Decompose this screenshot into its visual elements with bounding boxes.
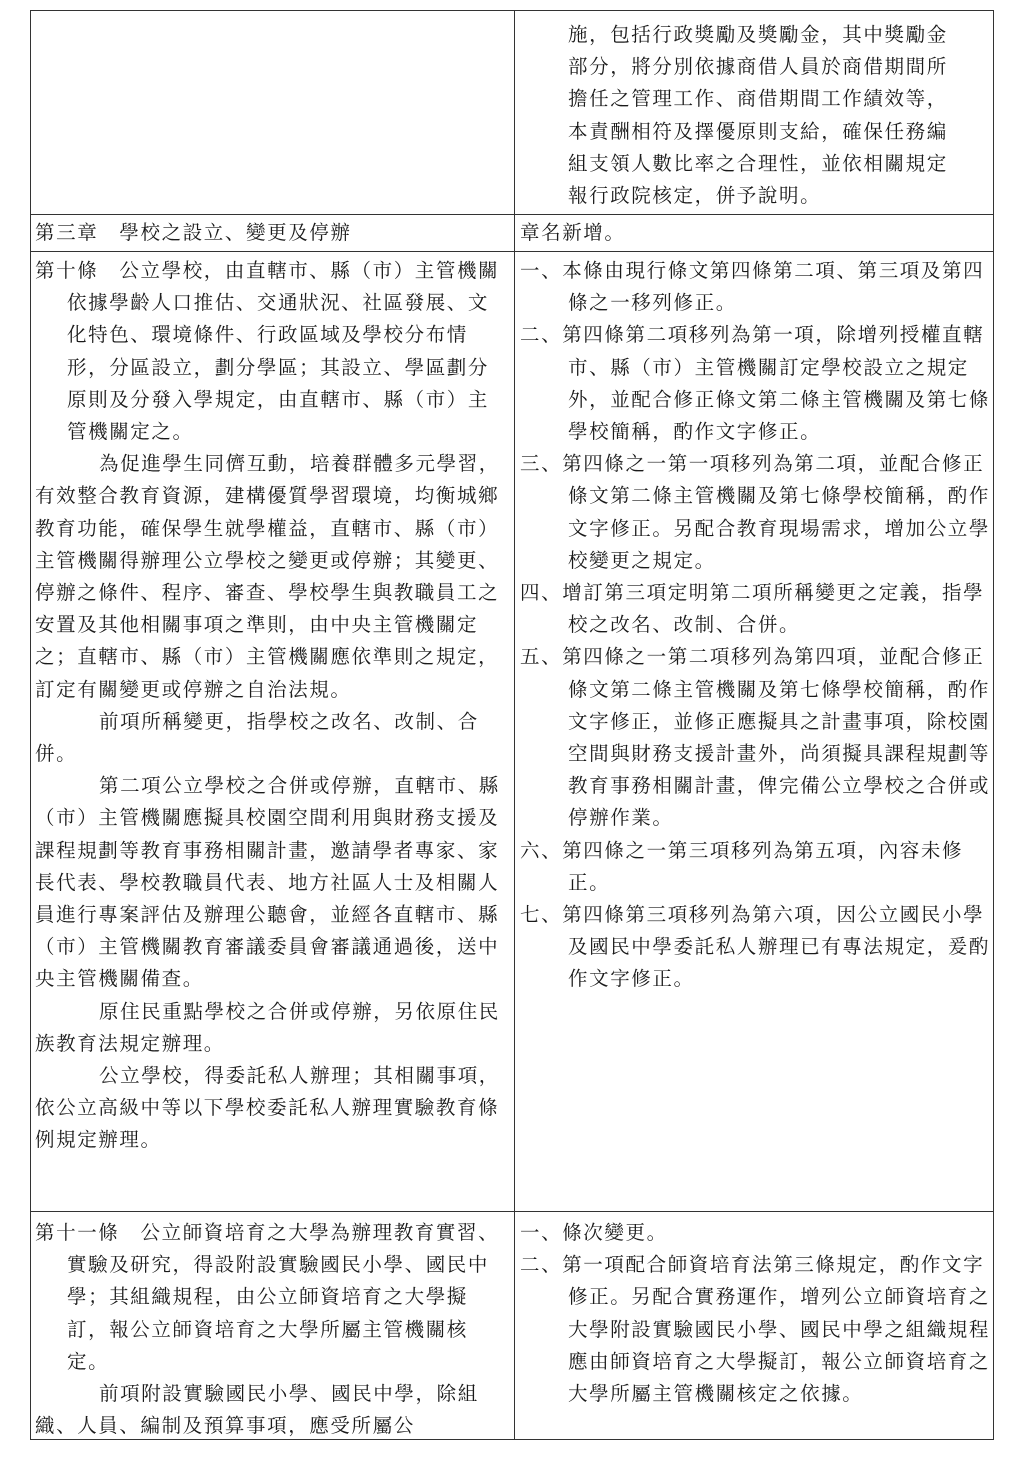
article-10-text — [35, 255, 509, 1157]
explanation-item: 七、第四條第三項移列為第六項，因公立國民小學及國民中學委託私人辦理已有專法規定，爰酌作文字修正。 — [520, 903, 991, 991]
text-line: 施，包括行政獎勵及獎勵金，其中獎勵金 — [568, 23, 948, 46]
explanation-item: 二、第一項配合師資培育法第三條規定，酌作文字修正。另配合實務運作，增列公立師資培育之大學附設實驗國民小學、國民中學之組織規程應由師資培育之大學擬訂，報公立師資培育之大學所屬主管機關核定之依據。 — [520, 1253, 991, 1406]
article-paragraph: 第十條 公立學校，由直轄市、縣（市）主管機關依據學齡人口推估、交通狀況、社區發展、文化特色、環境條件、行政區域及學校分布情形，分區設立，劃分學區；其設立、學區劃分原則及分發入學規定，由直轄市、縣（市）主管機關定之。 — [35, 259, 500, 444]
article-paragraph: 前項所稱變更，指學校之改名、改制、合併。 — [35, 709, 479, 766]
article-10-explanation — [520, 255, 990, 996]
column-divider — [514, 11, 515, 1439]
comparison-table — [30, 10, 994, 1440]
article-paragraph: 前項附設實驗國民小學、國民中學，除組織、人員、編制及預算事項，應受所屬公 — [35, 1382, 479, 1438]
text-line: 組支領人數比率之合理性，並依相關規定 — [568, 151, 948, 175]
chapter-heading: 第三章 學校之設立、變更及停辦 — [35, 221, 352, 244]
article-paragraph: 公立學校，得委託私人辦理；其相關事項，依公立高級中等以下學校委託私人辦理實驗教育條例規定辦理。 — [35, 1064, 500, 1152]
explanation-item: 四、增訂第三項定明第二項所稱變更之定義，指學校之改名、改制、合併。 — [520, 581, 985, 637]
row-divider — [31, 214, 993, 215]
explanation-item: 一、本條由現行條文第四條第二項、第三項及第四條之一移列修正。 — [520, 259, 985, 315]
article-paragraph: 第十一條 公立師資培育之大學為辦理教育實習、實驗及研究，得設附設實驗國民小學、國民中學；其組織規程，由公立師資培育之大學擬訂，報公立師資培育之大學所屬主管機關核定。 — [35, 1221, 500, 1373]
article-11-explanation — [520, 1217, 990, 1410]
explanation-item: 三、第四條之一第一項移列為第二項，並配合修正條文第二條主管機關及第七條學校簡稱，酌作文字修正。另配合教育現場需求，增加公立學校變更之規定。 — [520, 452, 991, 572]
explanation-item: 一、條次變更。 — [520, 1221, 668, 1244]
text-line: 本責酬相符及擇優原則支給，確保任務編 — [568, 119, 948, 143]
article-paragraph: 為促進學生同儕互動，培養群體多元學習，有效整合教育資源，建構優質學習環境，均衡城鄉教育功能，確保學生就學權益，直轄市、縣（市）主管機關得辦理公立學校之變更或停辦；其變更、停辦之條件、程序、審查、學校學生與教職員工之安置及其他相關事項之準則，由中央主管機關定之；直轄市、縣（市）主管機關應依準則之規定，訂定有關變更或停辦之自治法規。 — [35, 452, 500, 701]
text-line: 報行政院核定，併予說明。 — [568, 184, 822, 208]
explanation-item: 二、第四條第二項移列為第一項，除增列授權直轄市、縣（市）主管機關訂定學校設立之規定外，並配合修正條文第二條主管機關及第七條學校簡稱，酌作文字修正。 — [520, 323, 991, 444]
chapter-note: 章名新增。 — [520, 221, 626, 244]
text-line: 部分，將分別依據商借人員於商借期間所 — [568, 55, 948, 79]
chapter-note-cell — [520, 217, 990, 249]
explanation-item: 六、第四條之一第三項移列為第五項，內容未修正。 — [520, 838, 964, 894]
explanation-item: 五、第四條之一第二項移列為第四項，並配合修正條文第二條主管機關及第七條學校簡稱，酌作文字修正，並修正應擬具之計畫事項，除校園空間與財務支援計畫外，尚須擬具課程規劃等教育事務相關計畫，俾完備公立學校之合併或停辦作業。 — [520, 645, 991, 830]
article-paragraph: 第二項公立學校之合併或停辦，直轄市、縣（市）主管機關應擬具校園空間利用與財務支援及課程規劃等教育事務相關計畫，邀請學者專家、家長代表、學校教職員代表、地方社區人士及相關人員進行專案評估及辦理公聽會，並經各直轄市、縣（市）主管機關教育審議委員會審議通過後，送中央主管機關備查。 — [35, 774, 500, 991]
text-line: 擔任之管理工作、商借期間工作績效等， — [568, 87, 948, 111]
row-top-explanation — [520, 19, 990, 212]
chapter-heading-cell — [35, 217, 509, 249]
row-divider — [31, 1211, 993, 1212]
article-11-text — [35, 1217, 509, 1442]
article-paragraph: 原住民重點學校之合併或停辦，另依原住民族教育法規定辦理。 — [35, 999, 500, 1055]
row-divider — [31, 251, 993, 252]
